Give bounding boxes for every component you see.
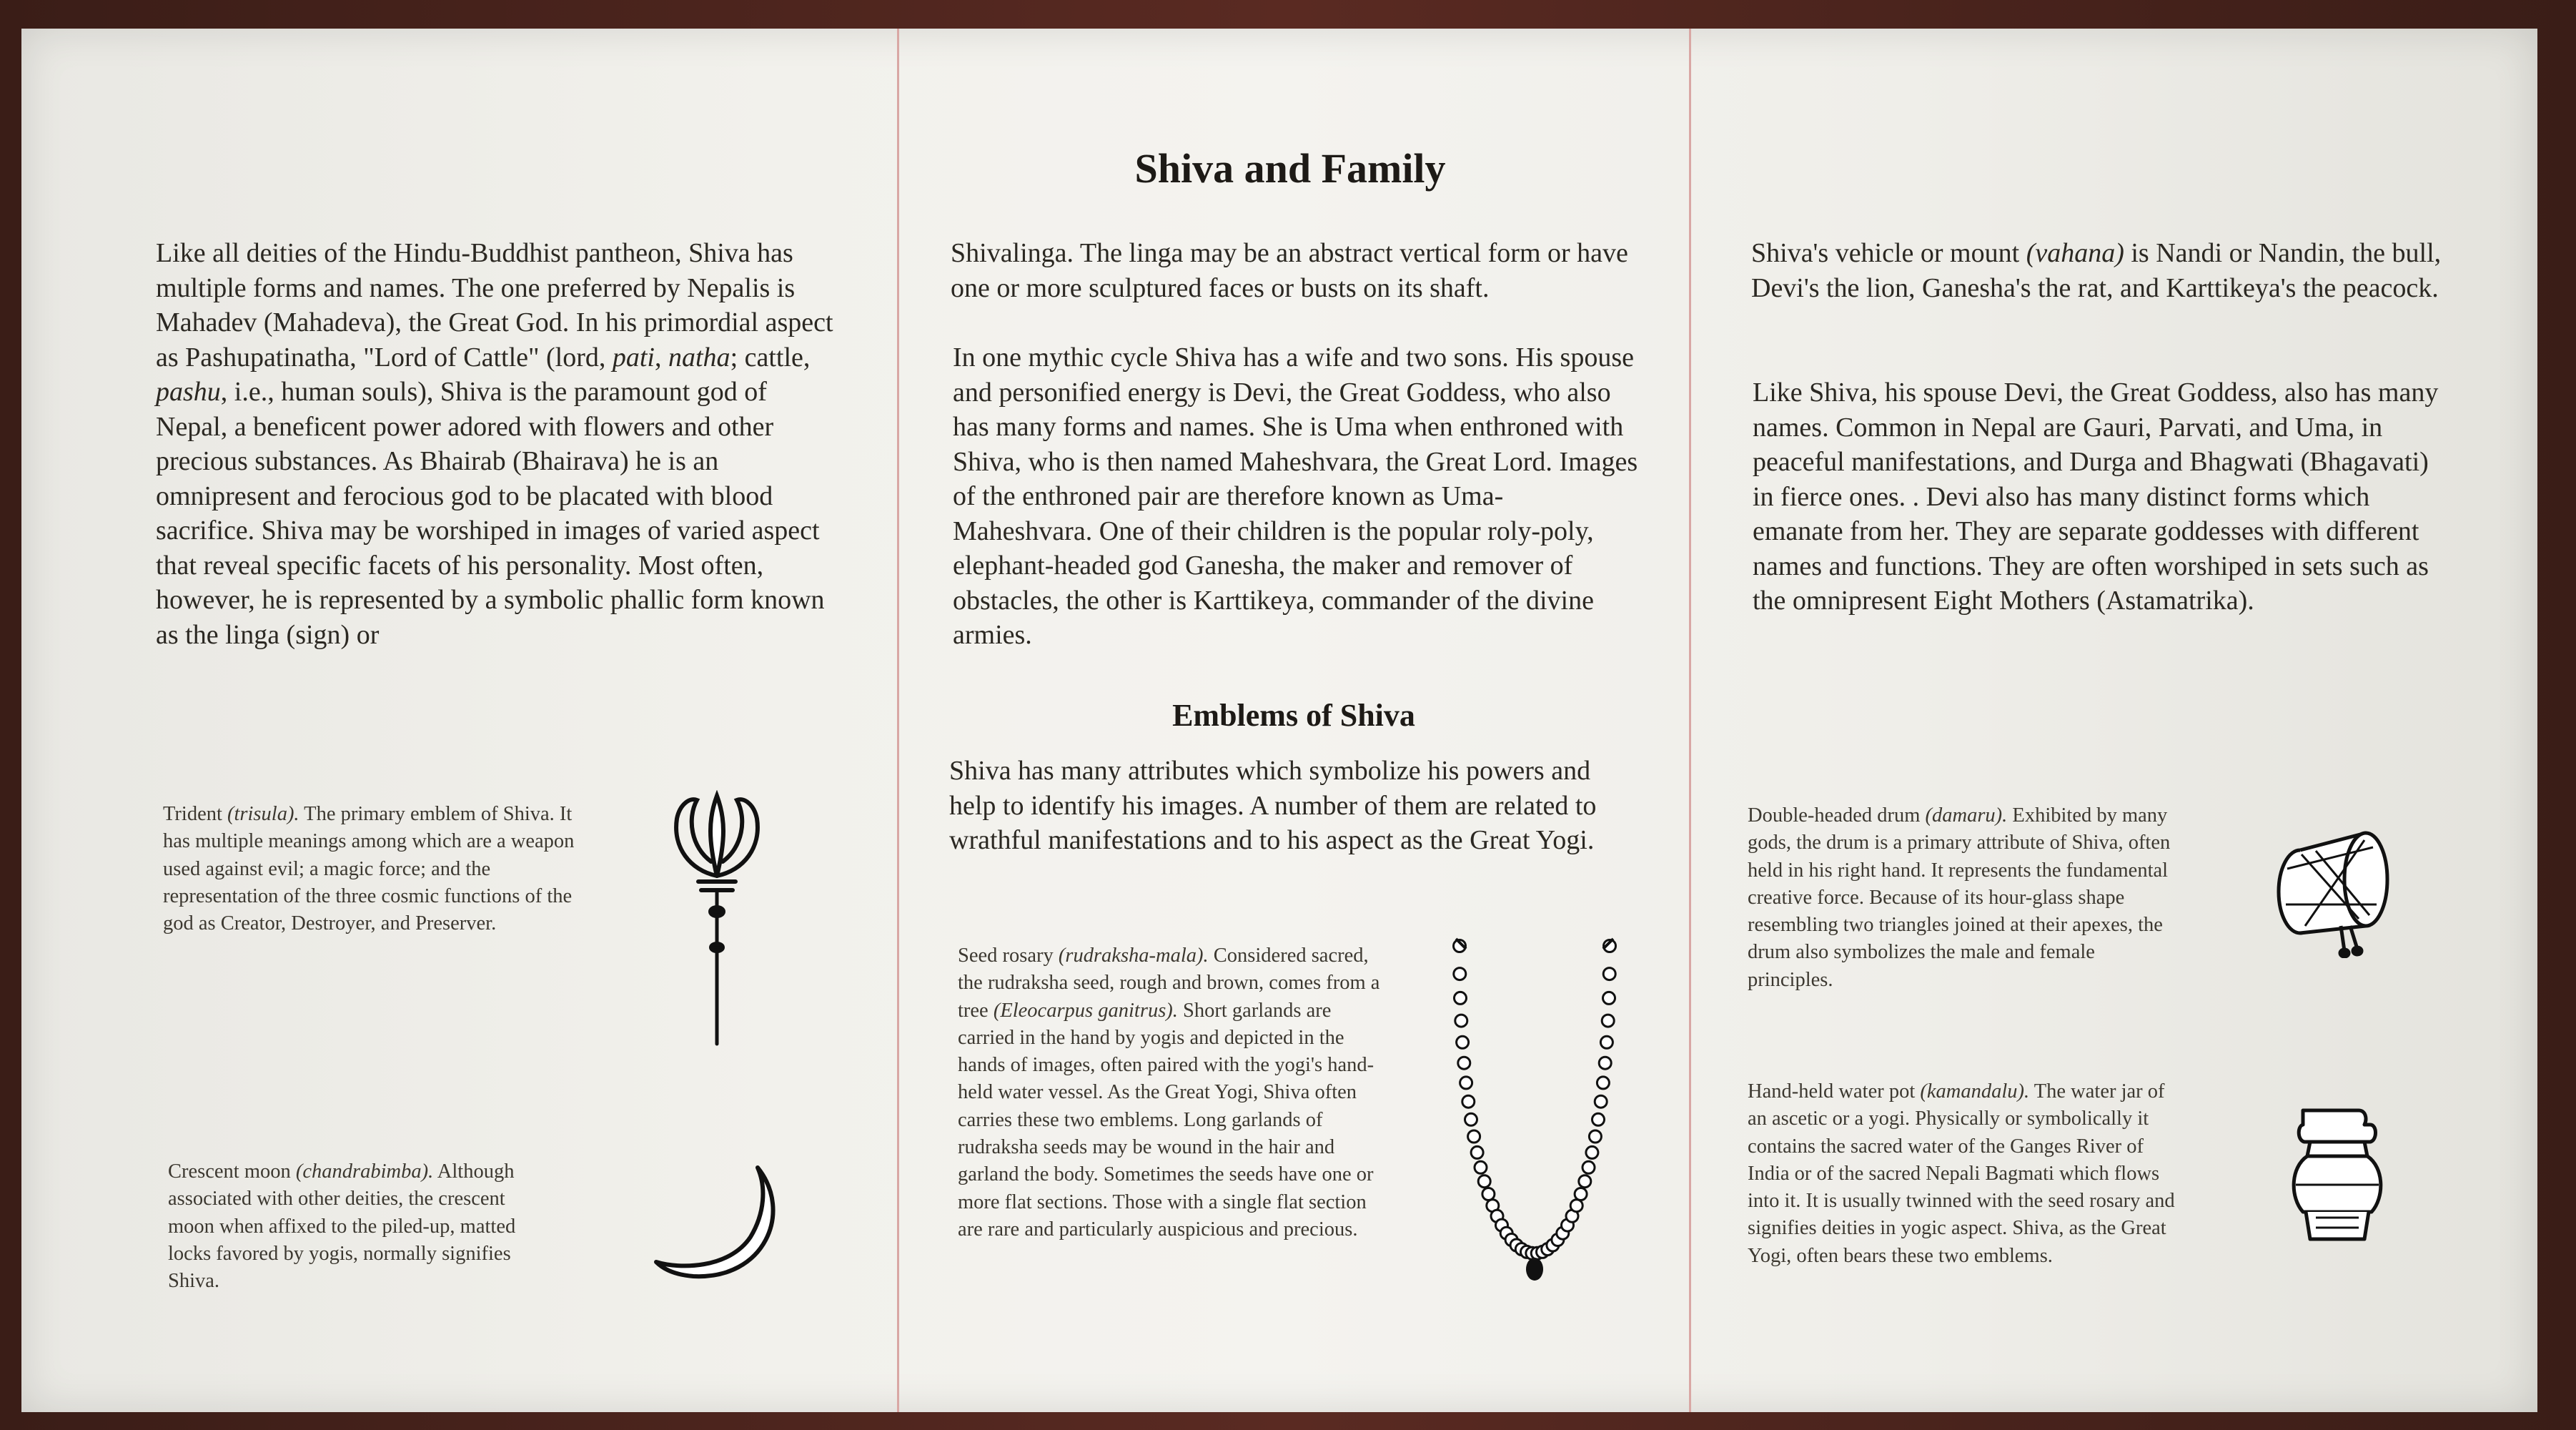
rosary-bead — [1471, 1146, 1483, 1158]
rosary-bead — [1462, 1095, 1475, 1108]
emblems-intro-paragraph: Shiva has many attributes which symbolize his powers and help to identify his images. A number of them are related to wrathful manifestations and to his aspect as the Great Yogi. — [949, 756, 1597, 855]
term-kamandalu: (kamandalu). — [1920, 1080, 2030, 1103]
caption-text: Although associated with other deities, the crescent moon when affixed to the piled-up, matted locks favored by yogis, normally signifies Shiva. — [168, 1160, 516, 1293]
intro-text: , i.e., human souls), Shiva is the paramount god of Nepal, a beneficent power adored with flowers and other precious substances. As Bhairab (Bhairava) he is an omnipresent and ferocious god to be placated with blood sacrifice. Shiva may be worshiped in images of varied aspect that reveal specific facets of his personality. Most often, however, he is represented by a symbolic phallic form known as the linga (sign) or — [156, 377, 825, 650]
rosary-bead — [1455, 1015, 1467, 1027]
rosary-bead — [1589, 1130, 1601, 1143]
crescent-moon-icon — [650, 1162, 790, 1283]
rosary-pendant — [1526, 1258, 1543, 1281]
devi-paragraph: Like Shiva, his spouse Devi, the Great Goddess, also has many names. Common in Nepal are Gauri, Parvati, and Uma, in peaceful manifestations, and Durga and Bhagwati (Bhagavati) in fierce ones. . Devi also has many distinct forms which emanate from her. They are separate goddesses with different names and functions. They are often worshiped in sets such as the omnipresent Eight Mothers (Astamatrika). — [1753, 378, 2439, 616]
rosary-bead — [1575, 1188, 1587, 1200]
column-divider-right — [1689, 29, 1691, 1412]
damaru-caption — [1748, 802, 2176, 994]
rosary-bead — [1457, 1036, 1469, 1048]
rosary-bead — [1582, 1161, 1595, 1173]
caption-text: Short garlands are carried in the hand by yogis and depicted in the hands of images, often paired with the yogi's hand-held water vessel. As the Great Yogi, Shiva often carries these two emblems. Long garlands of rudraksha seeds may be wound in the hair and garland the body. Sometimes the seeds have one or more flat sections. Those with a single flat section are rare and particularly auspicious and precious. — [958, 999, 1374, 1241]
rosary-bead — [1579, 1175, 1591, 1188]
vehicle-text: is Nandi or Nandin, the bull, Devi's the lion, Ganesha's the rat, and Karttikeya's the peacock. — [1751, 238, 2442, 303]
term-natha: natha — [668, 342, 730, 373]
kamandalu-caption — [1748, 1078, 2176, 1270]
intro-paragraph — [156, 236, 842, 652]
caption-text: The primary emblem of Shiva. It has multiple meanings among which are a weapon used against evil; a magic force; and the representation of the three cosmic functions of the god as Creator, Destroyer, and Preserver. — [163, 803, 575, 935]
rosary-bead — [1592, 1113, 1605, 1125]
term-rudraksha-mala: (rudraksha-mala). — [1058, 945, 1209, 967]
rosary-bead — [1586, 1146, 1598, 1158]
rosary-icon — [1440, 933, 1630, 1305]
trident-caption — [163, 801, 585, 937]
trident-icon — [661, 790, 772, 1047]
rosary-bead — [1595, 1095, 1607, 1108]
caption-text: Double-headed drum — [1748, 804, 1926, 827]
rosary-bead — [1458, 1057, 1470, 1069]
term-trisula: (trisula). — [227, 803, 299, 825]
term-pati: pati — [612, 342, 655, 373]
intro-text: , — [655, 342, 668, 373]
rosary-caption — [958, 942, 1383, 1243]
rosary-bead — [1599, 1057, 1611, 1069]
caption-text: Seed rosary — [958, 945, 1059, 967]
term-damaru: (damaru). — [1925, 804, 2008, 827]
term-chandrabimba: (chandrabimba). — [295, 1160, 434, 1183]
emblems-heading: Emblems of Shiva — [1172, 698, 1415, 733]
intro-text: ; cattle, — [730, 342, 811, 373]
rosary-bead — [1597, 1077, 1609, 1089]
term-eleocarpus: (Eleocarpus ganitrus). — [993, 999, 1178, 1022]
damaru-drum-icon — [2273, 826, 2402, 958]
rosary-bead — [1468, 1130, 1480, 1143]
rosary-bead — [1482, 1188, 1495, 1200]
intro-text: Like all deities of the Hindu-Buddhist pantheon, Shiva has multiple forms and names. The one preferred by Nepalis is Mahadev (Mahadeva), the Great God. In his primordial aspect as Pashupatinatha, "Lord of Cattle" (lord, — [156, 238, 833, 373]
column-divider-left — [897, 29, 899, 1412]
rosary-bead — [1465, 1113, 1477, 1125]
family-paragraph: In one mythic cycle Shiva has a wife and two sons. His spouse and personified energy is Devi, the Great Goddess, who also has many forms and names. She is Uma when enthroned with Shiva, who is then named Maheshvara, the Great Lord. Images of the enthroned pair are therefore known as Uma-Maheshvara. One of their children is the popular roly-poly, elephant-headed god Ganesha, the maker and remover of obstacles, the other is Karttikeya, commander of the divine armies. — [953, 342, 1638, 650]
rosary-bead — [1603, 992, 1615, 1004]
caption-text: Crescent moon — [168, 1160, 296, 1183]
rosary-bead — [1478, 1175, 1490, 1188]
linga-paragraph: Shivalinga. The linga may be an abstract vertical form or have one or more sculptured faces or busts on its shaft. — [951, 238, 1628, 303]
crescent-moon-caption — [168, 1158, 540, 1295]
rosary-bead — [1602, 1015, 1614, 1027]
caption-text: Exhibited by many gods, the drum is a primary attribute of Shiva, often held in his right hand. It represents the fundamental creative force. Because of its hour-glass shape resembling two triangles joined at their apexes, the drum also symbolizes the male and female principles. — [1748, 804, 2171, 991]
rosary-bead — [1475, 1161, 1487, 1173]
water-pot-icon — [2287, 1105, 2387, 1244]
rosary-bead — [1455, 992, 1467, 1004]
rosary-bead — [1603, 968, 1615, 980]
page-title: Shiva and Family — [1134, 145, 1446, 192]
caption-text: Trident — [163, 803, 228, 825]
caption-text: Considered sacred, the rudraksha seed, rough and brown, comes from a tree — [958, 945, 1380, 1022]
caption-text: The water jar of an ascetic or a yogi. Physically or symbolically it contains the sacred water of the Ganges River of India or of the sacred Nepali Bagmati which flows into it. It is usually twinned with the seed rosary and signifies deities in yogic aspect. Shiva, as the Great Yogi, often bears these two emblems. — [1748, 1080, 2175, 1267]
rosary-bead — [1460, 1077, 1472, 1089]
caption-text: Hand-held water pot — [1748, 1080, 1921, 1103]
term-vahana: (vahana) — [2026, 238, 2124, 268]
rosary-bead — [1600, 1036, 1613, 1048]
vehicle-text: Shiva's vehicle or mount — [1751, 238, 2026, 268]
rosary-bead — [1570, 1200, 1582, 1212]
term-pashu: pashu — [156, 377, 221, 407]
rosary-bead — [1454, 968, 1466, 980]
vehicle-paragraph — [1751, 236, 2452, 305]
